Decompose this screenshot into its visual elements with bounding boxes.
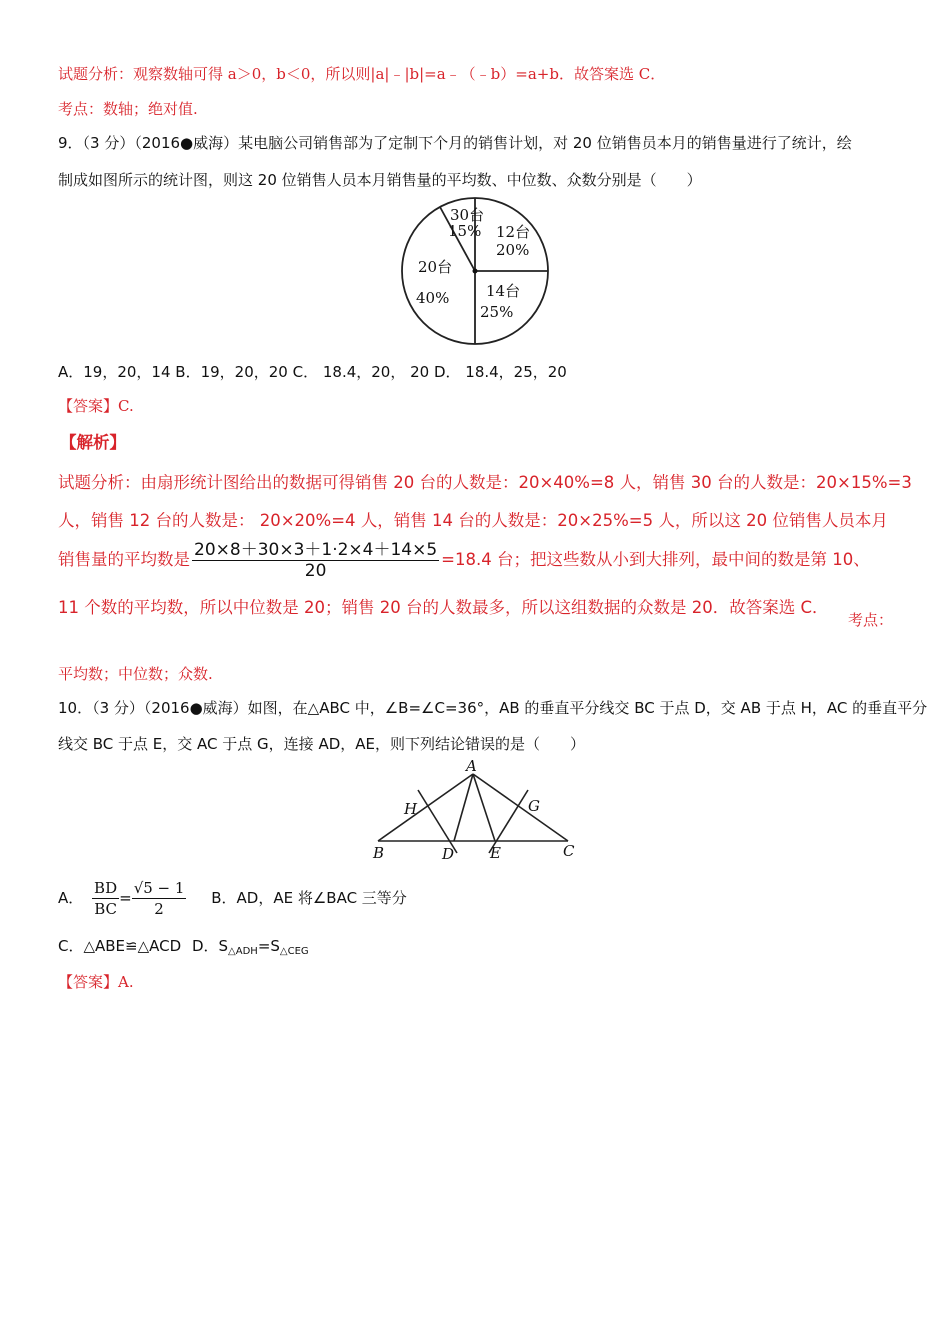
q9-analysis-line2: 人，销售 12 台的人数是： 20×20%=4 人，销售 14 台的人数是：20×25%=5 人，所以这 20 位销售人员本月 <box>58 511 888 530</box>
opt-c: C．△ABE≌△ACD <box>58 937 182 955</box>
segment-ad <box>454 774 473 841</box>
label-H: H <box>404 800 418 818</box>
q9-answer: 【答案】C. <box>58 397 134 415</box>
opt-d-s1: S <box>218 937 229 955</box>
prev-analysis-line: 试题分析：观察数轴可得 a＞0，b＜0，所以则|a|﹣|b|=a﹣（﹣b）=a+b．故答案选 C． <box>58 65 666 83</box>
pie-center <box>473 269 478 274</box>
q9-analysis-line3 <box>58 540 870 581</box>
slice-30-label: 30台 <box>450 206 485 224</box>
mean-fraction <box>192 540 439 581</box>
q9-analysis-line3-prefix: 销售量的平均数是 <box>58 550 190 569</box>
slice-30-percent: 15% <box>448 222 482 240</box>
opt-a-sqrt-numerator: √5 − 1 <box>133 879 185 897</box>
q10-stem-line1: 10．（3 分）（2016●威海）如图，在△ABC 中，∠B=∠C=36°，AB 的垂直平分线交 BC 于点 D，交 AB 于点 H，AC 的垂直平分 <box>58 699 928 717</box>
opt-a-denominator: BC <box>94 900 117 918</box>
q10-options-cd <box>58 936 309 962</box>
slice-20-percent: 40% <box>416 289 450 307</box>
prev-kaodian: 考点：数轴；绝对值. <box>58 100 198 118</box>
opt-b: B．AD，AE 将∠BAC 三等分 <box>211 889 407 907</box>
q9-analysis-heading: 【解析】 <box>60 433 126 452</box>
opt-d-eq: =S <box>257 937 280 955</box>
label-G: G <box>528 797 540 815</box>
slice-14-percent: 25% <box>480 303 514 321</box>
opt-a-prefix: A． <box>58 889 84 907</box>
label-E: E <box>490 844 501 862</box>
mean-fraction-numerator: 20×8＋30×3＋1·2×4＋14×5 <box>194 540 438 560</box>
opt-d-sub2: △CEG <box>279 946 309 957</box>
q10-options-ab <box>58 878 407 919</box>
q9-analysis-line1: 试题分析：由扇形统计图给出的数据可得销售 20 台的人数是：20×40%=8 人，销售 30 台的人数是：20×15%=3 <box>58 473 912 492</box>
opt-d-sub1: △ADH <box>228 946 258 957</box>
q9-stem-line1: 9．（3 分）（2016●威海）某电脑公司销售部为了定制下个月的销售计划，对 20 位销售员本月的销售量进行了统计，绘 <box>58 134 852 152</box>
label-A: A <box>466 760 477 775</box>
label-C: C <box>563 842 575 860</box>
slice-14-label: 14台 <box>486 282 521 300</box>
opt-a-left-fraction <box>92 878 119 919</box>
label-B: B <box>373 844 385 862</box>
pie-chart <box>398 195 554 347</box>
q10-stem-line2: 线交 BC 于点 E，交 AC 于点 G，连接 AD，AE，则下列结论错误的是（ ） <box>58 735 586 753</box>
segment-ae <box>473 774 495 841</box>
side-ac <box>473 774 568 841</box>
triangle-figure <box>368 760 582 866</box>
mean-fraction-denominator: 20 <box>304 561 327 581</box>
slice-20-label: 20台 <box>418 258 453 276</box>
opt-a-right-fraction <box>132 878 187 919</box>
q9-analysis-line3-suffix: =18.4 台；把这些数从小到大排列，最中间的数是第 10、 <box>441 550 870 569</box>
opt-a-right-denominator: 2 <box>154 900 164 918</box>
slice-12-label: 12台 <box>496 223 531 241</box>
q9-kaodian-value: 平均数；中位数；众数. <box>58 665 213 683</box>
label-D: D <box>442 845 455 863</box>
opt-d-prefix: D． <box>191 937 219 955</box>
opt-a-numerator: BD <box>94 879 118 897</box>
side-ab <box>378 774 473 841</box>
q9-kaodian-label: 考点： <box>848 611 894 629</box>
q10-answer: 【答案】A. <box>58 973 134 991</box>
q9-options: A．19，20，14 B．19，20，20 C． 18.4，20， 20 D． 18.4，25，20 <box>58 363 567 381</box>
q9-stem-line2: 制成如图所示的统计图，则这 20 位销售人员本月销售量的平均数、中位数、众数分别是（ ） <box>58 171 702 189</box>
q9-analysis-line4: 11 个数的平均数，所以中位数是 20；销售 20 台的人数最多，所以这组数据的众数是 20．故答案选 C． <box>58 598 829 617</box>
slice-12-percent: 20% <box>496 241 530 259</box>
opt-a-equals: = <box>119 889 132 907</box>
